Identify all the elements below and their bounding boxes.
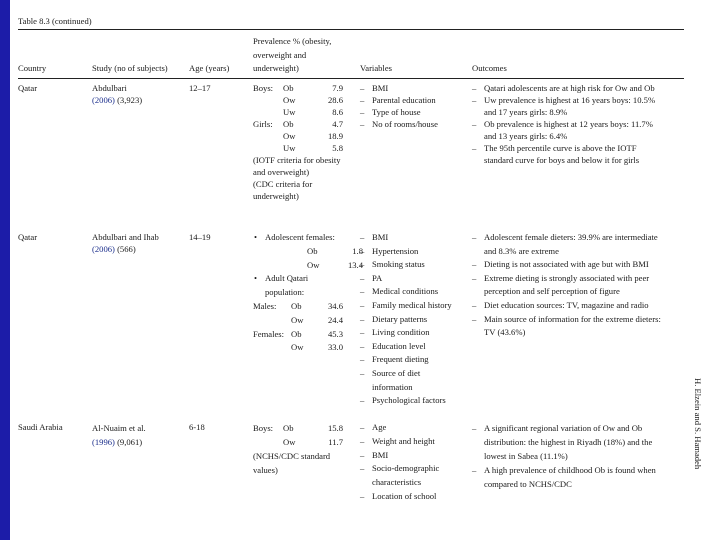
header-prevalence: Prevalence % (obesity, overweight and underweight)	[253, 36, 332, 73]
variable-item: – Source of diet	[360, 367, 452, 381]
prevalence-line: Ow 28.6	[283, 95, 343, 105]
outcome-item: – A high prevalence of childhood Ob is found when	[472, 463, 656, 477]
row1-variables	[360, 82, 438, 130]
variable-item: – Smoking status	[360, 258, 452, 272]
variable-item: – Weight and height	[360, 435, 439, 449]
row2-prevalence: • Adolescent females: Ob 1.8 Ow 13.4 • Adult Qatari population: Males: Ob 34.6 Ow 24.4 Females: Ob 45.3 Ow 33.0	[253, 231, 363, 355]
outcome-item: – Dieting is not associated with age but with BMI	[472, 258, 661, 272]
row1-age: 12–17	[189, 83, 211, 93]
outcome-item: – Main source of information for the extreme dieters:	[472, 313, 661, 327]
table-caption: Table 8.3 (continued)	[18, 16, 92, 26]
row1-study: Abdulbari (2006) (3,923)	[92, 83, 143, 105]
prevalence-bullet: • Adult Qatari	[253, 272, 363, 286]
prevalence-line: Ob 1.8	[307, 245, 363, 256]
prevalence-bullet: • Adolescent females:	[253, 231, 363, 245]
prevalence-line: Uw 8.6	[283, 107, 343, 117]
variable-item: – Family medical history	[360, 299, 452, 313]
header-variables: Variables	[360, 63, 392, 73]
row1-outcomes: – Qatari adolescents are at high risk for Ow and Ob – Uw prevalence is highest at 16 years boys: 10.5% and 17 years girls: 8.9% – Ob prevalence is highest at 12 years boys: 11.7% and 13 years girls: 6.4% – The 95th percentile curve is above the IOTF standard curve for boys and below it for girls	[472, 82, 655, 166]
row3-prevalence: Boys: Ob 15.8 Ow 11.7 (NCHS/CDC standard values)	[253, 423, 343, 475]
row3-variables: – Age – Weight and height – BMI – Socio-demographic characteristics – Location of school	[360, 421, 439, 504]
row2-country: Qatar	[18, 232, 38, 242]
header-rule	[18, 78, 684, 79]
row3-reference-link[interactable]: (1996)	[92, 437, 115, 447]
header-age: Age (years)	[189, 63, 230, 73]
prevalence-line: Ow 24.4	[291, 314, 343, 325]
prevalence-line: Ow 18.9	[283, 131, 343, 141]
row2-age: 14–19	[189, 232, 211, 242]
variable-item: – Hypertension	[360, 245, 452, 259]
prevalence-line: Boys: Ob 15.8	[253, 423, 343, 433]
variable-item: – Education level	[360, 340, 452, 354]
prevalence-line: Ow 13.4	[307, 259, 363, 270]
header-study: Study (no of subjects)	[92, 63, 168, 73]
row2-reference-link[interactable]: (2006)	[92, 244, 115, 254]
prevalence-line: Ow 11.7	[283, 437, 343, 447]
outcome-item: – Extreme dieting is strongly associated with peer	[472, 272, 661, 286]
prevalence-line: Males: Ob 34.6	[253, 300, 343, 311]
header-country: Country	[18, 63, 47, 73]
header-outcomes: Outcomes	[472, 63, 507, 73]
variable-item: – Dietary patterns	[360, 313, 452, 327]
prevalence-line: Uw 5.8	[283, 143, 343, 153]
outcome-item: – Ob prevalence is highest at 12 years boys: 11.7%	[472, 118, 655, 130]
variable-item: – BMI	[360, 231, 452, 245]
variable-item: – Age	[360, 421, 439, 435]
variable-item: – Medical conditions	[360, 285, 452, 299]
running-head-vertical: H. Elzein and S. Hamadeh	[693, 378, 703, 470]
variable-item: – BMI	[360, 449, 439, 463]
row3-age: 6-18	[189, 422, 205, 432]
variable-item: – Location of school	[360, 490, 439, 504]
row3-country: Saudi Arabia	[18, 422, 63, 432]
outcome-item: – Qatari adolescents are at high risk for Ow and Ob	[472, 82, 655, 94]
row3-study: Al-Nuaim et al. (1996) (9,061)	[92, 423, 146, 447]
row1-reference-link[interactable]: (2006)	[92, 95, 115, 105]
row2-study: Abdulbari and Ihab (2006) (566)	[92, 232, 159, 254]
row1-prevalence: Boys: Ob 7.9 Ow 28.6 Uw 8.6 Girls: Ob 4.7 Ow 18.9 Uw 5.8 (IOTF criteria for obesity and overweight) (CDC criteria for underweight)	[253, 83, 343, 201]
prevalence-line: Females: Ob 45.3	[253, 328, 343, 339]
prevalence-line: Boys: Ob 7.9	[253, 83, 343, 93]
row1-country: Qatar	[18, 83, 38, 93]
prevalence-line: Girls: Ob 4.7	[253, 119, 343, 129]
table-top-rule	[18, 29, 684, 30]
variable-item: – Type of house	[360, 106, 438, 118]
outcome-item: – Diet education sources: TV, magazine and radio	[472, 299, 661, 313]
variable-item: – Living condition	[360, 326, 452, 340]
row2-variables: – BMI – Hypertension – Smoking status – PA – Medical conditions – Family medical history – Dietary patterns – Living condition – Education level – Frequent dieting – Source of diet information – Psychological factors	[360, 231, 452, 408]
outcome-item: – A significant regional variation of Ow and Ob	[472, 421, 656, 435]
variable-item: – Frequent dieting	[360, 353, 452, 367]
variable-item: – BMI	[360, 82, 438, 94]
outcome-item: – Adolescent female dieters: 39.9% are intermediate	[472, 231, 661, 245]
outcome-item: – Uw prevalence is highest at 16 years boys: 10.5%	[472, 94, 655, 106]
prevalence-line: Ow 33.0	[291, 342, 343, 353]
variable-item: – No of rooms/house	[360, 118, 438, 130]
variable-item: – Parental education	[360, 94, 438, 106]
row3-outcomes: – A significant regional variation of Ow and Ob distribution: the highest in Riyadh (18%) and the lowest in Sabea (11.1%) – A high prevalence of childhood Ob is found when compared to NCHS/CDC	[472, 421, 656, 491]
outcome-item: – The 95th percentile curve is above the IOTF	[472, 142, 655, 154]
slide-sidebar-bar	[0, 0, 10, 540]
variable-item: – PA	[360, 272, 452, 286]
variable-item: – Psychological factors	[360, 394, 452, 408]
variable-item: – Socio-demographic	[360, 462, 439, 476]
row2-outcomes: – Adolescent female dieters: 39.9% are intermediate and 8.3% are extreme – Dieting is not associated with age but with BMI – Extreme dieting is strongly associated with peer perception and self perception of figure – Diet education sources: TV, magazine and radio – Main source of information for the extreme dieters: TV (43.6%)	[472, 231, 661, 340]
